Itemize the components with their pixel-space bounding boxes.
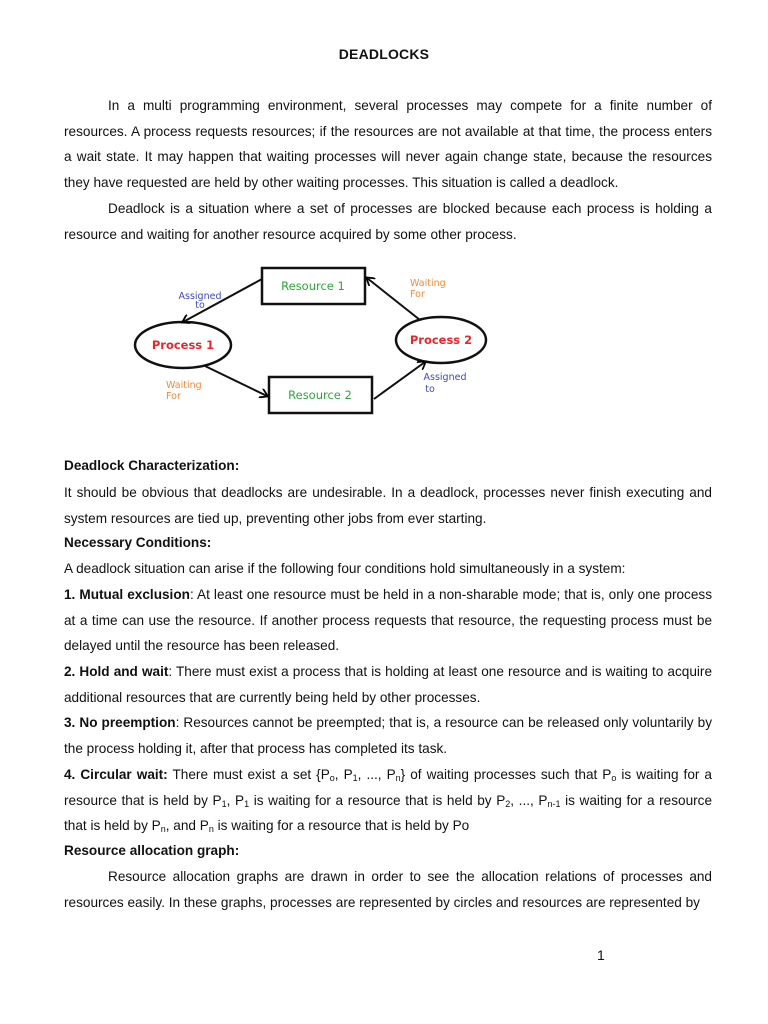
for-label-left: For (166, 391, 181, 402)
condition-mutual-exclusion (64, 582, 712, 659)
text-run: is waiting for a resource that is held by P (64, 792, 713, 834)
subscript: n-1 (547, 798, 561, 809)
intro-paragraph-2: Deadlock is a situation where a set of processes are blocked because each process is holding a resource and waiting for another resource acquired by some other process. (64, 201, 712, 242)
condition-label: 2. Hold and wait (64, 664, 169, 679)
subscript: o (611, 773, 617, 783)
subscript: 2 (505, 798, 511, 809)
resource-1-label: Resource 1 (281, 279, 345, 293)
text-run: There must exist a set {P (167, 767, 330, 782)
text-run: is waiting for a resource that is held by Po (213, 818, 470, 834)
page-title: DEADLOCKS (338, 46, 430, 62)
condition-label: 3. No preemption (64, 715, 176, 730)
edge-resource2-to-process2 (374, 362, 425, 399)
characterization-heading: Deadlock Characterization: (64, 458, 240, 473)
process-2-label: Process 2 (409, 333, 473, 347)
subscript: o (329, 773, 335, 783)
condition-circular-wait (64, 762, 712, 839)
deadlock-diagram (0, 258, 768, 428)
characterization-paragraph: It should be obvious that deadlocks are undesirable. In a deadlock, processes never finish executing and system resources are tied up, preventing other jobs from ever starting. (64, 485, 712, 526)
text-run: , P (226, 792, 245, 808)
necessary-conditions-paragraph: A deadlock situation can arise if the following four conditions hold simultaneously in a system: (64, 561, 626, 576)
subscript: n (208, 824, 214, 835)
condition-text: : At least one resource must be held in a non-sharable mode; that is, only one process at a time can use the resource. If another process requests that resource, the requesting process must be delayed until the resource has been released. (64, 587, 713, 654)
page-number: 1 (597, 947, 605, 963)
assigned-label-left: Assigned (178, 291, 222, 302)
condition-text: : There must exist a process that is holding at least one resource and is waiting to acquire additional resources that are currently being held by other processes. (64, 664, 713, 705)
necessary-conditions-heading: Necessary Conditions: (64, 535, 212, 550)
process-1-label: Process 1 (151, 338, 215, 352)
for-label-right: For (410, 289, 425, 300)
waiting-label-left: Waiting (166, 380, 202, 391)
text-run: is waiting for a resource that is held by P (249, 792, 506, 808)
text-run: , ..., P (357, 767, 396, 782)
text-run: , P (334, 767, 353, 782)
text-run: , and P (165, 818, 209, 834)
condition-label: 4. Circular wait: (64, 767, 168, 782)
text-run: is waiting for a resource that is held by P (64, 767, 712, 808)
resource-2-label: Resource 2 (288, 388, 352, 402)
subscript: n (160, 824, 166, 835)
subscript: n (395, 773, 401, 783)
text-run: } of waiting processes such that P (400, 767, 612, 782)
edge-process1-to-resource2 (205, 366, 267, 396)
to-label-right: to (425, 384, 435, 395)
condition-hold-and-wait (64, 659, 712, 710)
assigned-label-right: Assigned (423, 372, 467, 383)
waiting-label-right: Waiting (410, 278, 446, 289)
subscript: 1 (352, 773, 358, 783)
intro-paragraph-1: In a multi programming environment, several processes may compete for a finite number of resources. A process requests resources; if the resources are not available at that time, the process enters a wait state. It may happen that waiting processes will never again change state, because the resources they have requested are held by other waiting processes. This situation is called a deadlock. (64, 98, 712, 190)
subscript: 1 (221, 798, 227, 809)
to-label-left: to (195, 300, 205, 311)
rag-heading: Resource allocation graph: (64, 843, 240, 858)
text-run: , ..., P (510, 792, 548, 808)
condition-text: : Resources cannot be preempted; that is, a resource can be released only voluntarily by the process holding it, after that process has completed its task. (64, 715, 712, 756)
condition-label: 1. Mutual exclusion (64, 587, 190, 602)
subscript: 1 (244, 798, 250, 809)
rag-paragraph: Resource allocation graphs are drawn in order to see the allocation relations of processes and resources easily. In these graphs, processes are represented by circles and resources are represented by (64, 869, 712, 910)
condition-no-preemption (64, 710, 712, 761)
